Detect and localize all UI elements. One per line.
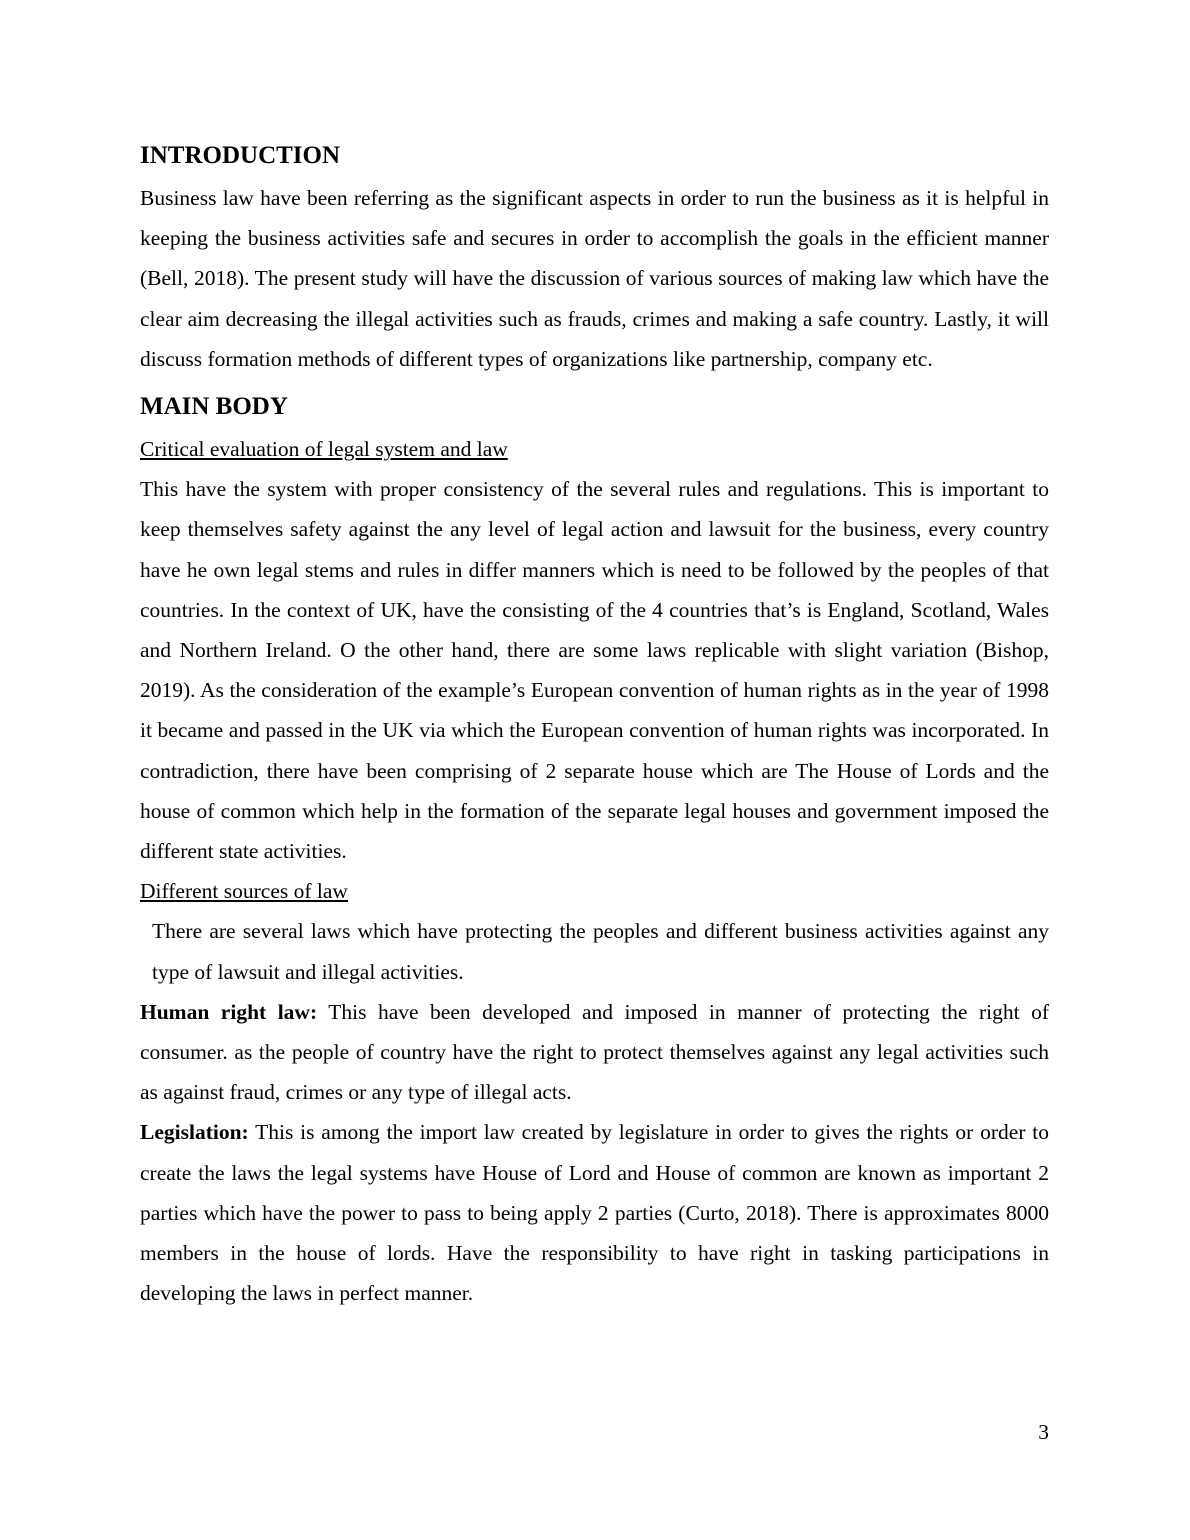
document-page [140, 138, 1049, 1313]
definition-term: Legislation: [140, 1120, 249, 1145]
definition-text: This have been developed and imposed in manner of protecting the right of consumer. as the people of country have the right to protect themselves against any legal activities such as against fraud, crimes or any type of illegal acts. [140, 999, 1049, 1105]
section-paragraph-sources-of-law: There are several laws which have protecting the peoples and different business activities against any type of lawsuit and illegal activities. [152, 919, 1049, 984]
introduction-heading: INTRODUCTION [140, 142, 341, 169]
introduction-paragraph: Business law have been referring as the significant aspects in order to run the business as it is helpful in keeping the business activities safe and secures in order to accomplish the goals in the efficient manner (Bell, 2018). The present study will have the discussion of various sources of making law which have the clear aim decreasing the illegal activities such as frauds, crimes and making a safe country. Lastly, it will discuss formation methods of different types of organizations like partnership, company etc. [140, 186, 1049, 371]
main-body-heading: MAIN BODY [140, 393, 288, 421]
page-number: 3 [1038, 1420, 1049, 1444]
section-paragraph-legal-system: This have the system with proper consistency of the several rules and regulations. This is important to keep themselves safety against the any level of legal action and lawsuit for the business, every country have he own legal stems and rules in differ manners which is need to be followed by the peoples of that countries. In the context of UK, have the consisting of the 4 countries that’s is England, Scotland, Wales and Northern Ireland. O the other hand, there are some laws replicable with slight variation (Bishop, 2019). As the consideration of the example’s European convention of human rights as in the year of 1998 it became and passed in the UK via which the European convention of human rights was incorporated. In contradiction, there have been comprising of 2 separate house which are The House of Lords and the house of common which help in the formation of the separate legal houses and government imposed the different state activities. [140, 477, 1049, 864]
definition-human-right-law [140, 992, 1049, 1113]
definition-term: Human right law: [140, 999, 318, 1024]
definition-legislation [140, 1112, 1049, 1313]
section-subheading-sources-of-law: Different sources of law [140, 879, 348, 904]
section-subheading-legal-system: Critical evaluation of legal system and law [140, 437, 508, 462]
definition-text: This is among the import law created by legislature in order to gives the rights or order to create the laws the legal systems have House of Lord and House of common are known as important 2 parties which have the power to pass to being apply 2 parties (Curto, 2018). There is approximates 8000 members in the house of lords. Have the responsibility to have right in tasking participations in developing the laws in perfect manner. [140, 1120, 1049, 1306]
